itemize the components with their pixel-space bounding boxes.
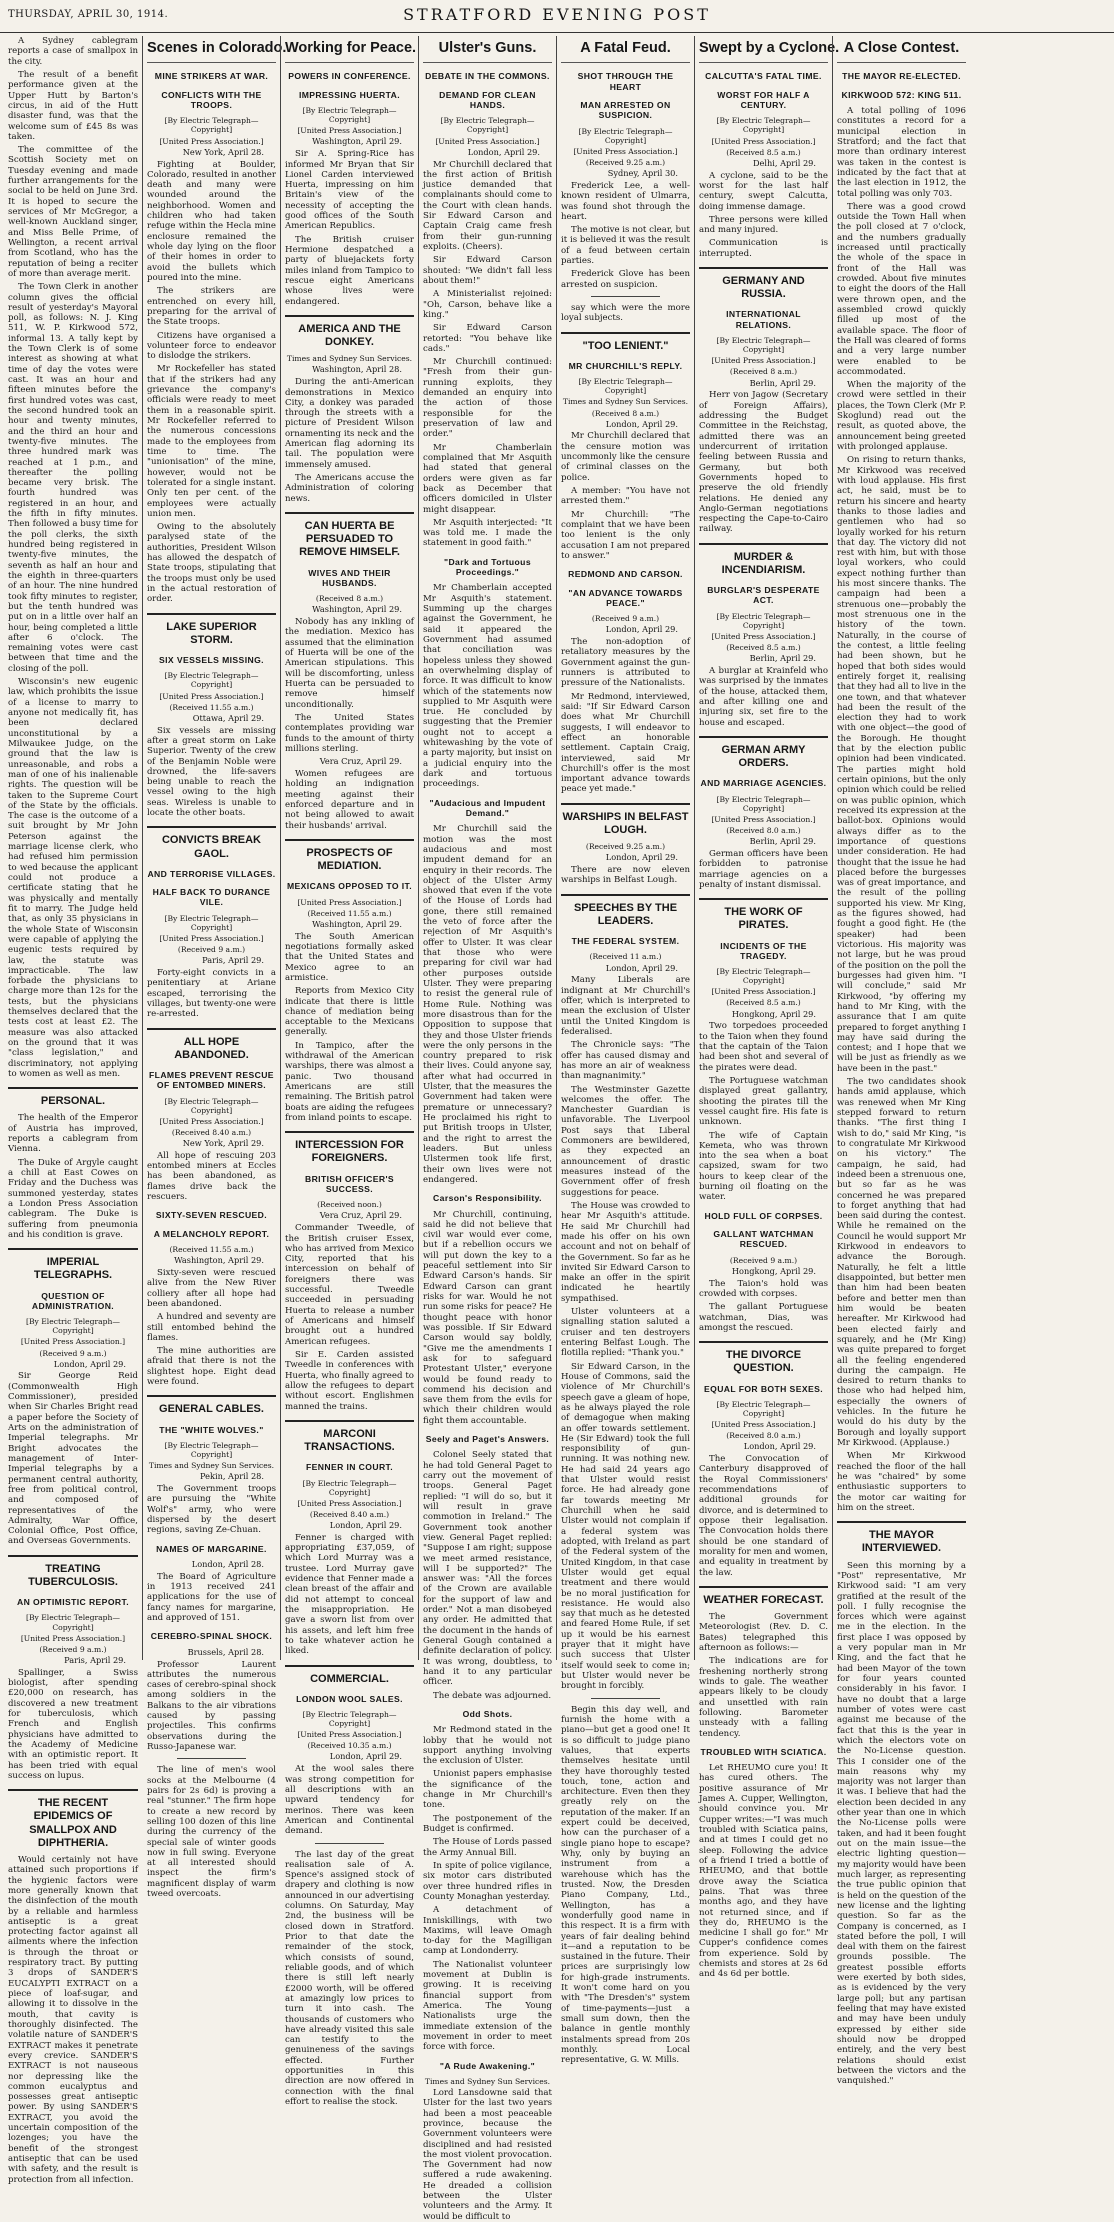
dateline: London, April 29. xyxy=(329,1751,402,1762)
wire-credit: [By Electric Telegraph—Copyright] xyxy=(26,1613,120,1632)
section-heading: TREATING TUBERCULOSIS. xyxy=(8,1555,138,1589)
paragraph: The health of the Emperor of Austria has improved, reports a cablegram from Vienna. xyxy=(8,1113,138,1155)
wire-credit: [United Press Association.] xyxy=(159,1116,264,1126)
paragraph: Frederick Lee, a well-known resident of Ulmarra, was found shot through the heart. xyxy=(561,180,690,222)
paragraph: The indications are for freshening northerly strong winds to gale. The weather appears likely to be cloudy and unsettled with rain following. Barometer unsteady with a falling tendency. xyxy=(699,1656,828,1739)
section-heading: COMMERCIAL. xyxy=(285,1665,414,1686)
wire-credit: [United Press Association.] xyxy=(435,136,540,146)
wire-credit: (Received 9 a.m.) xyxy=(591,614,660,624)
wire-credit: [United Press Association.] xyxy=(159,136,264,146)
column-5 xyxy=(556,36,694,2066)
dateline: London, April 29. xyxy=(53,1358,126,1369)
paragraph: Owing to the absolutely paralysed state of the authorities, President Wilson has allowed the despatch of State troops, stipulating that the troops must only be used in the actual restoration of order. xyxy=(147,522,276,605)
wire-credit: (Received 11 a.m.) xyxy=(589,952,662,962)
paragraph: The Government troops are pursuing the "White Wolf's" army, who were dispersed by the desert regions, saving Ze-Chuan. xyxy=(147,1484,276,1536)
divider-rule xyxy=(177,1758,246,1759)
paragraph: German officers have been forbidden to patronise marriage agencies on a penalty of instant dismissal. xyxy=(699,848,828,890)
dateline: Paris, April 29. xyxy=(202,955,264,966)
dateline: Washington, April 29. xyxy=(312,918,402,929)
paragraph: A hundred and seventy are still entombed behind the flames. xyxy=(147,1312,276,1343)
column-2 xyxy=(142,36,287,1900)
paragraph: The line of men's wool socks at the Melbourne (4 pairs for 2s 6d) is proving a real "stunner." The firm hope to create a new record by selling 100 dozen of this line during the currency of the special sale of winter goods now in full swing. Everyone at all interested should inspect the firm's magnificent display of warm tweed overcoats. xyxy=(147,1765,276,1900)
paragraph: There are now eleven warships in Belfast Lough. xyxy=(561,865,690,886)
paragraph: A burglar at Krainfeld who was surprised by the inmates of the house, attacked them, and after killing one and injuring six, set fire to the house and escaped. xyxy=(699,666,828,728)
paragraph: A cyclone, said to be the worst for the last half century, swept Calcutta, doing immense damage. xyxy=(699,170,828,212)
dateline: London, April 29. xyxy=(605,418,678,429)
subheading: THE "WHITE WOLVES." xyxy=(159,1424,264,1435)
subheading: SIXTY-SEVEN RESCUED. xyxy=(155,1210,268,1221)
paragraph: Mr Redmond, interviewed, said: "If Sir Edward Carson does what Mr Churchill suggests, I will endeavor to effect an honorable settlement. Captain Craig, interviewed, said Mr Churchill's offer is the most important advance towards peace yet made." xyxy=(561,691,690,795)
paragraph: Many Liberals are indignant at Mr Churchill's offer, which is interpreted to mean the exclusion of Ulster until the United Kingdom is federalised. xyxy=(561,975,690,1037)
paragraph: During the anti-American demonstrations in Mexico City, a donkey was paraded through the streets with a picture of President Wilson ornamenting its neck and the American flag adorning its tail. The population were immensely amused. xyxy=(285,377,414,470)
wire-credit: [By Electric Telegraph—Copyright] xyxy=(164,1096,259,1115)
paragraph: There was a good crowd outside the Town Hall when the poll closed at 7 o'clock, and the numbers gradually increased until practically the whole of the space in front of the Hall was crowded. About five minutes to eight the doors of the Hall were thrown open, and the assembled crowd quickly filled up most of the available space. The floor of the Hall was cleared of forms and a very large number were enabled to be accommodated. xyxy=(837,201,966,377)
dateline: Hongkong, April 29. xyxy=(731,1265,816,1276)
paragraph: Forty-eight convicts in a penitentiary at Ariane escaped, terrorising the villages, but twenty-one were re-arrested. xyxy=(147,968,276,1020)
paragraph: Let RHEUMO cure you! It has cured others. The positive assurance of Mr James A. Cupper, Wellington, should convince you. Mr Cupper writes:—"I was much troubled with Sciatica pains, and at times I could get no sleep. Following the advice of a friend I tried a bottle of RHEUMO, and that bottle drove away the Sciatica pains. That was three months ago, and they have not returned since, and if they do, RHEUMO is the medicine I shall go for." Mr Cupper's confidence comes from experience. Sold by chemists and stores at 2s 6d and 4s 6d per bottle. xyxy=(699,1763,828,1980)
wire-credit: [By Electric Telegraph—Copyright] xyxy=(26,1317,120,1336)
paragraph: The non-adoption of retaliatory measures by the Government against the gun-runners is attributed to pressure of the Nationalists. xyxy=(561,637,690,689)
subheading: INCIDENTS OF THE TRAGEDY. xyxy=(720,940,807,961)
dateline: Washington, April 28. xyxy=(312,364,402,375)
paragraph: Wisconsin's new eugenic law, which prohibits the issue of a license to marry to anyone not medically fit, has been declared unconstitutional by a Milwaukee Judge, on the ground that the law is unreasonable, and robs a man of one of his inalienable rights. The question will be taken to the Supreme Court of the State by the officials. The case is the outcome of a suit brought by Mr John Peterson against the marriage license clerk, who had refused him permission to wed because the applicant could not produce a certificate stating that he was physically and mentally fit to marry. The Judge held that, as only 35 physicians in the whole State of Wisconsin were capable of applying the eugenic tests required by law, the statute was impracticable. The law forbade the physicians to charge more than 12s for the tests, but the physicians themselves declared that the tests cost at least £2. The measure was also attacked on the ground that it was "class legislation," and discriminatory, not applying to women as well as men. xyxy=(8,677,138,1079)
paragraph: Mr Churchill said the motion was the most audacious and most impudent demand for an enquiry in their records. The object of the Ulster Army showed that even if the vote of the House of Lords had gone, there still remained the veto of force after the rejection of Mr Asquith's offer to Ulster. It was clear that those who were preparing for civil war had other purposes outside Ulster. They were preparing to resist the general rule of Home Rule. Nothing was more disastrous than for the Opposition to suppose that they and those Ulster friends were the only persons in the country prepared to risk their lives. Could anyone say, after what had occurred in Ulster, that the measures the Government had taken were premature or unnecessary? He proclaimed his right to put British troops in Ulster, and the right to arrest the leaders. But unless Ulstermen took life first, their own lives were not endangered. xyxy=(423,824,552,1185)
paragraph: Fighting at Boulder, Colorado, resulted in another death and many were wounded around the neighborhood. Women and children who had taken refuge within the Hecla mine enclosure remained the whole day lying on the floor of their homes in order to avoid the bullets which poured into the mine. xyxy=(147,159,276,283)
subheading: INTERNATIONAL RELATIONS. xyxy=(726,309,801,330)
paragraph: All hope of rescuing 203 entombed miners at Eccles has been abandoned, as flames drive back the rescuers. xyxy=(147,1150,276,1203)
paragraph: Six vessels are missing after a great storm on Lake Superior. Twenty of the crew of the Benjamin Noble were drowned, the life-savers being unable to reach the vessel owing to the high seas. Wireless is unable to locate the other boats. xyxy=(147,725,276,819)
wire-credit: [United Press Association.] xyxy=(20,1337,126,1347)
section-heading: WARSHIPS IN BELFAST LOUGH. xyxy=(561,803,690,837)
paragraph: The Westminster Gazette welcomes the offer. The Manchester Guardian is unfavorable. The Liverpool Post says that Liberal Commoners are bewildered, as they expected an announcement of drastic measures instead of the Government offer of fresh suggestions for peace. xyxy=(561,1084,690,1198)
paragraph: The Nationalist volunteer movement at Dublin is growing. It is receiving financial support from America. The Young Nationalists urge the immediate extension of the movement in order to meet force with force. xyxy=(423,1959,552,2053)
column-headline: Scenes in Colorado. xyxy=(147,36,276,63)
subheading: QUESTION OF ADMINISTRATION. xyxy=(31,1290,115,1311)
dateline: Berlin, April 29. xyxy=(749,653,816,664)
paragraph: Mr Churchill declared that the first action of British justice demanded that complainants should come to the Court with clean hands. Sir Edward Carson and Captain Craig came fresh from their gun-running exploits. (Cheers). xyxy=(423,159,552,252)
subheading: A MELANCHOLY REPORT. xyxy=(153,1228,270,1239)
wire-credit: [United Press Association.] xyxy=(711,1420,816,1430)
dateline: London, April 29. xyxy=(743,1441,816,1452)
paragraph: Seen this morning by a "Post" representative, Mr Kirkwood said: "I am very gratified at the result of the poll. I fully recognise the forces which were against me in the election. In the first place I was opposed by a very popular man in Mr King, and the fact that he had been Mayor of the town for four years counted considerably in his favor. I have no doubt that a large number of votes were cast against me because of the fact that this is the year in which the electors vote on the No-License question. This I consider one of the main reasons why my majority was not larger than it was. I believe that had the election been decided in any other year than one in which the No-License polls were taken, and had it been fought out on the main issue—the electric lighting question—my majority would have been much larger, as representing the true public opinion that is held on the question of the new license and the lighting question. So far as the Company is concerned, as I stated before the poll, I will deal with them on the fairest grounds possible. The greatest possible efforts were exerted by both sides, as is evidenced by the very large poll; but any partisan feeling that may have existed and may have been unduly expressed by either side should now be dropped entirely, and the very best relations should exist between the victors and the vanquished." xyxy=(837,1560,966,2087)
wire-credit: [By Electric Telegraph—Copyright] xyxy=(164,116,259,135)
issue-date: THURSDAY, APRIL 30, 1914. xyxy=(8,9,169,20)
paragraph: Mr Asquith interjected: "It was told me. I made the statement in good faith." xyxy=(423,517,552,549)
wire-credit: Times and Sydney Sun Services. xyxy=(148,1461,275,1471)
subheading: THE FEDERAL SYSTEM. xyxy=(571,936,680,947)
dateline: Hongkong, April 29. xyxy=(731,1008,816,1019)
paragraph: The Americans accuse the Administration of coloring news. xyxy=(285,473,414,504)
paragraph: A Ministerialist rejoined: "Oh, Carson, behave like a king." xyxy=(423,289,552,320)
dateline: Ottawa, April 29. xyxy=(192,712,264,723)
wire-credit: (Received 8.0 a.m.) xyxy=(726,1431,801,1441)
wire-credit: [By Electric Telegraph—Copyright] xyxy=(716,794,811,813)
subheading: CALCUTTA'S FATAL TIME. xyxy=(705,71,822,82)
wire-credit: [By Electric Telegraph—Copyright] xyxy=(716,116,811,135)
wire-credit: Times and Sydney Sun Services. xyxy=(562,397,689,407)
section-heading: THE DIVORCE QUESTION. xyxy=(699,1341,828,1375)
dateline: Delhi, April 29. xyxy=(752,157,816,168)
paragraph: The two candidates shook hands amid applause, which was renewed when Mr King stepped forward to return thanks. "The first thing I wish to do," said Mr King, "is to congratulate Mr Kirkwood on his victory." The campaign, he said, had indeed been a strenuous one, but so far as he was concerned he was prepared to forget anything that had been said during the contest. While he remained on the Council he would support Mr Kirkwood in endeavors to advance the Borough. Naturally, he felt a little disappointed, but better men than him had been beaten before and better men than him would be beaten hereafter. Mr Kirkwood had been elected fairly and squarely, and he (Mr King) was quite prepared to forget all the feeling engendered during the campaign. He desired to return thanks to those who had helped him, especially the owners of vehicles. In the future he would do his duty by the Borough and loyally support Mr Kirkwood. (Applause.) xyxy=(837,1077,966,1449)
divider-rule xyxy=(591,296,660,297)
paragraph: Sir E. Carden assisted Tweedle in conferences with Huerta, who finally agreed to allow the refugees to depart without escort. Englishmen manned the trains. xyxy=(285,1349,414,1412)
wire-credit: [United Press Association.] xyxy=(711,987,816,997)
subheading: EQUAL FOR BOTH SEXES. xyxy=(703,1383,824,1394)
wire-credit: [United Press Association.] xyxy=(711,814,816,824)
wire-credit: [United Press Association.] xyxy=(297,1730,402,1740)
section-heading: AMERICA AND THE DONKEY. xyxy=(285,315,414,349)
section-heading: IMPERIAL TELEGRAPHS. xyxy=(8,1248,138,1282)
dateline: Vera Cruz, April 29. xyxy=(319,756,402,767)
subheading: REDMOND AND CARSON. xyxy=(568,569,683,580)
subheading: AN OPTIMISTIC REPORT. xyxy=(16,1597,129,1608)
dateline: Sydney, April 30. xyxy=(607,168,678,179)
dateline: Brussels, April 28. xyxy=(187,1646,264,1657)
paragraph: In spite of police vigilance, six motor cars distributed over three hundred rifles in County Monaghan yesterday. xyxy=(423,1860,552,1902)
subheading: "Audacious and Impudent Demand." xyxy=(429,797,546,818)
wire-credit: (Received noon.) xyxy=(317,1200,382,1210)
subheading: FLAMES PREVENT RESCUE OF ENTOMBED MINERS. xyxy=(149,1069,274,1091)
section-heading: INTERCESSION FOR FOREIGNERS. xyxy=(285,1131,414,1165)
paragraph: Women refugees are holding an indignation meeting against their enforced departure and in not being allowed to await their husbands' arrival. xyxy=(285,769,414,831)
column-headline: A Fatal Feud. xyxy=(561,36,690,63)
dateline: Berlin, April 29. xyxy=(749,836,816,847)
paragraph: When Mr Kirkwood reached the floor of the hall he was "chaired" by some enthusiastic supporters to the motor car waiting for him on the street. xyxy=(837,1451,966,1513)
dateline: Washington, April 29. xyxy=(312,136,402,147)
wire-credit: (Received 11.55 a.m.) xyxy=(169,702,254,712)
wire-credit: [By Electric Telegraph—Copyright] xyxy=(302,1478,397,1497)
wire-credit: [By Electric Telegraph—Copyright] xyxy=(164,913,259,932)
paragraph: Mr Redmond stated in the lobby that he would not support anything involving the exclusion of Ulster. xyxy=(423,1725,552,1767)
paragraph: Commander Tweedle, of the British cruiser Essex, who has arrived from Mexico City, reported that his intercession on behalf of foreigners there was successful. Tweedle succeeded in persuading Huerta to release a number of Americans and himself brought out a hundred American refugees. xyxy=(285,1223,414,1347)
wire-credit: (Received 10.35 a.m.) xyxy=(307,1741,392,1751)
paragraph: The committee of the Scottish Society met on Tuesday evening and made further arrangements for the social to be held on June 3rd. It is hoped to secure the services of Mr McGregor, a well-known Auckland singer, and Miss Belle Prime, of Wellington, a recent arrival from Scotland, who has the reputation of being a reciter of more than average merit. xyxy=(8,145,138,279)
dateline: Washington, April 29. xyxy=(312,604,402,615)
paragraph: A member: "You have not arrested them." xyxy=(561,486,690,507)
section-heading: GERMAN ARMY ORDERS. xyxy=(699,736,828,770)
wire-credit: (Received 9 a.m.) xyxy=(729,1255,798,1265)
paragraph: On rising to return thanks, Mr Kirkwood was received with loud applause. His first act, he said, must be to return his sincere and hearty thanks to those ladies and gentlemen who had so loyally worked for his return that day. The victory did not rest with him, but with those loyal workers, who could expect nothing further than his most sincere thanks. The campaign had been a strenuous one—probably the most strenuous one in the history of the town. Naturally, in the course of the contest, a little feeling had been shown, but he hoped that both sides would entirely forget it, realising that they had all to live in the one town, and that whatever had been the result of the election they had to work with one object—the good of the Borough. He thought that by the election public opinion had been vindicated. The parties might hold certain opinions, but the only opinion which could be relied on was public opinion, which received its expression at the ballot-box. Opinions would always differ as to the importance of questions under consideration. He had thought that the issue he had placed before the burgesses was of great importance, and the result of the polling supported his view. Mr King, as the figures showed, had fought a good fight. He (the speaker) had been victorious. His majority was not large, but he was proud of the position on the poll the burgesses had given him. "I will conclude," said Mr Kirkwood, "by offering my hand to Mr King, with the assurance that I am quite prepared to forget anything I may have said during the contest; and I hope that we will be just as friendly as we have been in the past." xyxy=(837,455,966,1074)
wire-credit: (Received 8.40 a.m.) xyxy=(309,1509,390,1519)
wire-credit: [By Electric Telegraph—Copyright] xyxy=(578,126,673,145)
paragraph: Sir Edward Carson retorted: "You behave like cads." xyxy=(423,323,552,354)
paragraph: Mr Chamberlain accepted Mr Asquith's statement. Summing up the charges against the Government, he said it appeared the Government had assumed that conciliation was hopeless unless they showed an overwhelming display of force. It was difficult to know which of the statements now supplied to Mr Asquith were true. He concluded by suggesting that the Premier ought not to accept a whitewashing by the vote of a party majority, but insist on a judicial enquiry into the dark and tortuous proceedings. xyxy=(423,583,552,790)
dateline: New York, April 29. xyxy=(182,1138,264,1148)
wire-credit: (Received 8.5 a.m.) xyxy=(726,998,801,1008)
section-heading: GENERAL CABLES. xyxy=(147,1395,276,1416)
paragraph: Sir Edward Carson shouted: "We didn't fall less about them!" xyxy=(423,255,552,286)
subheading: MINE STRIKERS AT WAR. xyxy=(154,71,269,82)
section-heading: ALL HOPE ABANDONED. xyxy=(147,1028,276,1062)
wire-credit: [By Electric Telegraph—Copyright] xyxy=(164,671,259,690)
paragraph: The United States contemplates providing war funds to the amount of thirty millions sterling. xyxy=(285,712,414,754)
paragraph: Professor Laurent attributes the numerous cases of cerebro-spinal shock among soldiers in the Balkans to the air vibrations caused by passing projectiles. This confirms observations during the Russo-Japanese war. xyxy=(147,1659,276,1753)
wire-credit: (Received 8.5 a.m.) xyxy=(726,147,801,157)
paragraph: The result of a benefit performance given at the Upper Hutt by Barton's circus, in aid of the Hutt disaster fund, was that the welcome sum of £45 8s was taken. xyxy=(8,69,138,142)
section-heading: "TOO LENIENT." xyxy=(561,332,690,353)
paragraph: When the majority of the crowd were settled in their places, the Town Clerk (Mr P. Skoglund) read out the result, as quoted above, the announcement being greeted with prolonged applause. xyxy=(837,380,966,453)
wire-credit: (Received 8 a.m.) xyxy=(729,367,798,377)
subheading: CONFLICTS WITH THE TROOPS. xyxy=(161,89,262,111)
wire-credit: (Received 9 a.m.) xyxy=(39,1644,107,1654)
subheading: FENNER IN COURT. xyxy=(305,1462,394,1473)
paragraph: The Convocation of Canterbury disapproved of the Royal Commissioners' recommendations of additional grounds for divorce, and is determined to oppose their legalisation. The Convocation holds there should be one standard of morality for men and women, and equality in treatment by the law. xyxy=(699,1454,828,1578)
dateline: Vera Cruz, April 29. xyxy=(319,1210,402,1221)
paragraph: Reports from Mexico City indicate that there is little chance of mediation being acceptable to the Mexicans generally. xyxy=(285,986,414,1038)
paragraph: Unionist papers emphasise the significance of the change in Mr Churchill's tone. xyxy=(423,1769,552,1811)
wire-credit: [By Electric Telegraph—Copyright] xyxy=(164,1440,259,1460)
wire-credit: [United Press Association.] xyxy=(711,631,816,641)
wire-credit: [By Electric Telegraph—Copyright] xyxy=(716,611,811,630)
divider-rule xyxy=(591,1698,660,1699)
wire-credit: [United Press Association.] xyxy=(297,126,402,136)
subheading: BRITISH OFFICER'S SUCCESS. xyxy=(304,1173,395,1194)
paragraph: In Tampico, after the withdrawal of the American warships, there was almost a panic. Two thousand Americans are still remaining. The British patrol boats are aiding the refugees from inland points to escape. xyxy=(285,1040,414,1123)
wire-credit: [United Press Association.] xyxy=(297,897,402,907)
wire-credit: (Received 9 a.m.) xyxy=(177,945,246,955)
subheading: KIRKWOOD 572: KING 511. xyxy=(841,89,962,100)
subheading: MAN ARRESTED ON SUSPICION. xyxy=(580,100,671,121)
paragraph: Mr Churchill, continuing, said he did not believe that civil war would ever come, but if a rebellion occurs we will put down the key to a peaceful settlement into Sir Edward Carson's hands. Sir Edward Carson can grant risks for war. Would he not run some risks for peace? He thought peace with honor was possible. If Sir Edward Carson would say boldly, "Give me the amendments I ask for to safeguard Protestant Ulster," everyone would be found ready to commend his decision and save them from the evils for which their children would fight them accountable. xyxy=(423,1209,552,1426)
paragraph: Begin this day well, and furnish the home with a piano—but get a good one! It is so difficult to judge piano values, that experts themselves hesitate until they have thoroughly tested touch, tone, action and architecture. Even then they greatly rely on the reputation of the maker. If an expert could be deceived, how can the purchaser of a single piano hope to escape? Why, only by buying an instrument from a warehouse which has the trusted. Now, the Dresden Piano Company, Ltd., Wellington, has a wonderfully good name in this respect. It is a firm with years of fair dealing behind it—and a reputation to be sustained in the future. Their prices are surprisingly low for high-grade instruments. It won't come hard on you with "The Dresden's" system of time-payments—just a small sum down, then the balance in gentle monthly instalments spread from 20s monthly. Local representative, G. W. Mills. xyxy=(561,1704,690,2066)
subheading: BURGLAR'S DESPERATE ACT. xyxy=(707,585,820,606)
paragraph: Mr Chamberlain complained that Mr Asquith had stated that general orders were given as far back as December that officers domiciled in Ulster might disappear. xyxy=(423,442,552,515)
wire-credit: [By Electric Telegraph—Copyright] xyxy=(302,106,397,125)
wire-credit: (Received 9.25 a.m.) xyxy=(585,842,666,852)
subheading: NAMES OF MARGARINE. xyxy=(156,1543,267,1554)
wire-credit: [By Electric Telegraph—Copyright] xyxy=(302,1710,397,1729)
subheading: "AN ADVANCE TOWARDS PEACE." xyxy=(568,587,683,608)
dateline: Pekin, April 28. xyxy=(200,1471,264,1482)
dateline: Paris, April 29. xyxy=(64,1654,126,1665)
wire-credit: (Received 9 a.m.) xyxy=(39,1348,107,1358)
wire-credit: [By Electric Telegraph—Copyright] xyxy=(716,967,811,986)
paragraph: The motive is not clear, but it is believed it was the result of a feud between certain parties. xyxy=(561,225,690,267)
wire-credit: [United Press Association.] xyxy=(297,1498,402,1508)
masthead xyxy=(0,0,1114,33)
paragraph: Sir George Reid (Commonwealth High Commissioner), presided when Sir Charles Bright read a paper before the Society of Arts on the administration of Imperial telegraphs. Mr Bright advocates the management of Inter-Imperial telegraphs by a permanent central authority, free from political control, and composed of representatives of the Admiralty, War Office, Colonial Office, Post Office, and Overseas Governments. xyxy=(8,1371,138,1547)
paragraph: The strikers are entrenched on every hill, preparing for the arrival of the State troops. xyxy=(147,286,276,328)
subheading: DEBATE IN THE COMMONS. xyxy=(425,71,550,82)
paragraph: The last day of the great realisation sale of A. Spence's assigned stock of drapery and clothing is now announced in our advertising columns. On Saturday, May 2nd, the business will be closed down in Stratford. Prior to that date the remainder of the stock, which consists of sound, reliable goods, and of which there is still left nearly £2000 worth, will be offered at amazingly low prices to turn it into cash. The thousands of customers who have already visited this sale can testify to the genuineness of the savings effected. Further opportunities in this direction are now offered in connection with the final effort to realise the stock. xyxy=(285,1849,414,2108)
columns xyxy=(4,36,1110,2222)
paragraph: say which were the more loyal subjects. xyxy=(561,303,690,324)
paragraph: Nobody has any inkling of the mediation. Mexico has assumed that the elimination of Huerta will be one of the American stipulations. This will be discomforting, unless Huerta can be persuaded to remove himself unconditionally. xyxy=(285,617,414,710)
section-heading: THE MAYOR INTERVIEWED. xyxy=(837,1521,966,1555)
paragraph: The Government Meteorologist (Rev. D. C. Bates) telegraphed this afternoon as follows:— xyxy=(699,1612,828,1654)
subheading: HALF BACK TO DURANCE VILE. xyxy=(152,887,271,908)
newspaper-title: STRATFORD EVENING POST xyxy=(403,5,711,24)
subheading: "Dark and Tortuous Proceedings." xyxy=(443,556,532,578)
subheading: Seely and Paget's Answers. xyxy=(425,1434,550,1445)
dateline: London, April 29. xyxy=(605,624,678,635)
wire-credit: [By Electric Telegraph—Copyright] xyxy=(440,116,535,135)
column-6 xyxy=(694,36,840,1980)
paragraph: The debate was adjourned. xyxy=(433,1690,552,1701)
wire-credit: [United Press Association.] xyxy=(159,691,264,701)
dateline: Berlin, April 29. xyxy=(749,377,816,388)
paragraph: The House of Lords passed the Army Annual Bill. xyxy=(423,1837,552,1858)
column-4 xyxy=(418,36,556,2222)
column-headline: Working for Peace. xyxy=(285,36,414,63)
paragraph: The Portuguese watchman displayed great gallantry, shooting the pirates till the vessel caught fire. His fate is unknown. xyxy=(699,1075,828,1128)
section-heading: WEATHER FORECAST. xyxy=(699,1586,828,1607)
wire-credit: Times and Sydney Sun Services. xyxy=(424,2076,551,2086)
paragraph: The gallant Portuguese watchman, Dias, was amongst the rescued. xyxy=(699,1302,828,1333)
paragraph: Would certainly not have attained such proportions if the hygienic factors were more generally known that the disinfection of the mouth by a reliable and harmless antiseptic is a great protecting factor against all ailments where the infection is through the throat or respiratory tract. By putting 3 drops of SANDER'S EUCALYPTI EXTRACT on a piece of loaf-sugar, and allowing it to dissolve in the mouth, that cavity is thoroughly disinfected. The volatile nature of SANDER'S EXTRACT makes it penetrate every crevice. SANDER'S EXTRACT is not nauseous nor depressing like the common eucalyptus and possesses great antiseptic power. By using SANDER'S EXTRACT, you avoid the uncertain composition of the lozenges; you have the benefit of the strongest antiseptic that can be used with safety, and the result is protection from all infection. xyxy=(8,1854,138,2185)
wire-credit: [By Electric Telegraph—Copyright] xyxy=(716,1399,811,1418)
wire-credit: (Received 8.5 a.m.) xyxy=(726,643,801,653)
subheading: GALLANT WATCHMAN RESCUED. xyxy=(713,1229,814,1250)
subheading: "A Rude Awakening." xyxy=(439,2060,536,2071)
wire-credit: Times and Sydney Sun Services. xyxy=(286,354,413,364)
paragraph: The wife of Captain Kemeta, who was thrown into the sea when a boat capsized, swam for two hours to keep clear of the burning oil floating on the water. xyxy=(699,1130,828,1203)
column-7 xyxy=(832,36,970,2087)
dateline: London, April 28. xyxy=(191,1558,264,1569)
subheading: WIVES AND THEIR HUSBANDS. xyxy=(308,567,391,588)
paragraph: The Board of Agriculture in 1913 received 241 applications for the use of fancy names for margarine, and approved of 151. xyxy=(147,1571,276,1624)
dateline: London, April 29. xyxy=(467,146,540,157)
paragraph: At the wool sales there was strong competition for all descriptions with an upward tendency for merinos. There was keen American and Continental demand. xyxy=(285,1764,414,1837)
paragraph: Colonel Seely stated that he had told General Paget to carry out the movement of troops. General Paget replied: "I will do so, but it will result in grave commotion in Ireland." The Government took another view. General Paget replied: "Suppose I am right; suppose we meet armed resistance, will I be supported?" The answer was: "All the forces of the Crown are available for the support of law and order." Not a man disobeyed any order. He admitted that the document in the hands of General Gough contained a definite declaration of policy. It was wrong, doubtless, to hand it to any particular officer. xyxy=(423,1450,552,1688)
dateline: Washington, April 29. xyxy=(174,1255,264,1266)
section-heading: PROSPECTS OF MEDIATION. xyxy=(285,839,414,873)
wire-credit: (Received 8 a.m.) xyxy=(315,594,384,604)
paragraph: Sixty-seven were rescued alive from the New River colliery after all hope had been abandoned. xyxy=(147,1267,276,1309)
subheading: AND TERRORISE VILLAGES. xyxy=(147,868,276,879)
subheading: IMPRESSING HUERTA. xyxy=(298,89,401,100)
paragraph: The Duke of Argyle caught a chill at East Cowes on Friday and the Duchess was summoned yesterday, states a London Press Association cablegram. The Duke is suffering from pneumonia and his condition is grave. xyxy=(8,1157,138,1240)
wire-credit: [United Press Association.] xyxy=(711,356,816,366)
divider-rule xyxy=(315,1843,384,1844)
paragraph: A total polling of 1096 constitutes a record for a municipal election in Stratford; and the fact that more than ordinary interest was taken in the contest is indicated by the fact that at the last election in 1912, the total polling was only 703. xyxy=(837,106,966,199)
paragraph: Fenner is charged with appropriating £37,059, of which Lord Murray was a trustee. Lord Murray gave evidence that Fenner made a clean breast of the affair and did not attempt to conceal the misappropriation. He gave a sworn list from over his assets, and left him free to take whatever action he liked. xyxy=(285,1532,414,1657)
paragraph: The Town Clerk in another column gives the official result of yesterday's Mayoral poll, as follows: N. J. King 511, W. P. Kirkwood 572, informal 13. A tally kept by the Town Clerk is of some interest as showing at what time of day the votes were cast. It was an hour and fifteen minutes before the first hundred votes was cast, the second hundred took an hour and twenty minutes, and the third an hour and twenty-five minutes. The three hundred mark was reached at 1 p.m., and thereafter the polling became very brisk. The fourth hundred was registered in an hour, and the fifth in fifty minutes. Then followed a busy time for the poll clerks, the sixth hundred being registered in twenty-five minutes, the seventh as half an hour and the eighth in three-quarters of an hour. The nine hundred took fifty minutes to register, but the tenth hundred was put on in a little over half an hour, being completed a little after 6 o'clock. The remaining votes were cast between that time and the closing of the poll. xyxy=(8,282,138,674)
paragraph: The British cruiser Hermione despatched a party of bluejackets forty miles inland from Tampico to rescue eight Americans whose lives were endangered. xyxy=(285,234,414,307)
wire-credit: [United Press Association.] xyxy=(20,1633,126,1643)
section-heading: CAN HUERTA BE PERSUADED TO REMOVE HIMSELF. xyxy=(285,512,414,560)
paragraph: A Sydney cablegram reports a case of smallpox in the city. xyxy=(8,36,138,67)
paragraph: Mr Churchill: "The complaint that we have been too lenient is the only accusation I am not prepared to answer." xyxy=(561,509,690,561)
paragraph: The postponement of the Budget is confirmed. xyxy=(423,1813,552,1834)
section-heading: THE WORK OF PIRATES. xyxy=(699,898,828,932)
column-headline: Swept by a Cyclone. xyxy=(699,36,828,63)
subheading: HOLD FULL OF CORPSES. xyxy=(704,1210,823,1221)
paragraph: Ulster volunteers at a signalling station saluted a cruiser and ten destroyers entering Belfast Lough. The flotilla replied: "Thank you." xyxy=(561,1307,690,1359)
dateline: London, April 29. xyxy=(329,1519,402,1530)
paragraph: Mr Churchill continued: "Fresh from their gun-running exploits, they demanded an enquiry into the action of those responsible for the preservation of law and order." xyxy=(423,357,552,440)
wire-credit: (Received 8 a.m.) xyxy=(591,408,660,418)
paragraph: The South American negotiations formally asked that the United States and Mexico agree to an armistice. xyxy=(285,931,414,983)
wire-credit: (Received 8.40 a.m.) xyxy=(171,1127,252,1137)
wire-credit: [By Electric Telegraph—Copyright] xyxy=(578,377,673,396)
paragraph: Two torpedoes proceeded to the Taion when they found that the captain of the Taion had been shot and several of the pirates were dead. xyxy=(699,1021,828,1073)
column-3 xyxy=(280,36,418,2108)
paragraph: Three persons were killed and many injured. xyxy=(699,214,828,236)
wire-credit: [United Press Association.] xyxy=(711,136,816,146)
dateline: London, April 29. xyxy=(605,962,678,973)
wire-credit: [United Press Association.] xyxy=(573,146,678,156)
paragraph: Citizens have organised a volunteer force to endeavor to dislodge the strikers. xyxy=(147,330,276,362)
section-heading: MARCONI TRANSACTIONS. xyxy=(285,1420,414,1454)
wire-credit: (Received 11.55 a.m.) xyxy=(307,908,392,918)
paragraph: Frederick Glove has been arrested on suspicion. xyxy=(561,269,690,290)
subheading: WORST FOR HALF A CENTURY. xyxy=(717,89,810,111)
section-heading: THE RECENT EPIDEMICS OF SMALLPOX AND DIPHTHERIA. xyxy=(8,1789,138,1850)
section-heading: SPEECHES BY THE LEADERS. xyxy=(561,894,690,928)
paragraph: Sir A. Spring-Rice has informed Mr Bryan that Sir Lionel Carden interviewed Huerta, impressing on him Britain's view of the necessity of accepting the good offices of the South American Republics. xyxy=(285,149,414,232)
paragraph: Herr von Jagow (Secretary of Foreign Affairs), addressing the Budget Committee in the Reichstag, admitted there was an undercurrent of irritation feeling between Russia and Germany, but both Governments hoped to preserve the old friendly relations. He denied any Anglo-German negotiations respecting the Cape-to-Cairo railway. xyxy=(699,390,828,535)
paragraph: Lord Lansdowne said that Ulster for the last two years had been a most peaceable province, because the Government volunteers were disciplined and had resisted the most violent provocation. The Government had now suffered a rude awakening. He dreaded a collision between the Ulster volunteers and the Army. It would be difficult to xyxy=(423,2087,552,2222)
wire-credit: [United Press Association.] xyxy=(159,933,264,943)
dateline: New York, April 28. xyxy=(182,146,264,157)
paragraph: A detachment of Inniskillings, with two Maxims, will leave Omagh to-day for the Magilligan camp at Londonderry. xyxy=(423,1905,552,1957)
paragraph: Communication is interrupted. xyxy=(699,238,828,259)
paragraph: The House was crowded to hear Mr Asquith's attitude. He said Mr Churchill had made his offer on his own account and not on behalf of the Government. So far as he invited Sir Edward Carson to make an offer in the spirit indicated he heartily sympathised. xyxy=(561,1200,690,1304)
subheading: SIX VESSELS MISSING. xyxy=(159,655,264,665)
subheading: THE MAYOR RE-ELECTED. xyxy=(842,71,961,82)
wire-credit: (Received 8.0 a.m.) xyxy=(726,825,801,835)
wire-credit: [By Electric Telegraph—Copyright] xyxy=(716,336,811,355)
subheading: LONDON WOOL SALES. xyxy=(296,1693,403,1704)
paragraph: The mine authorities are afraid that there is not the slightest hope. Eight dead were found. xyxy=(147,1346,276,1388)
paragraph: The Taion's hold was crowded with corpses. xyxy=(699,1278,828,1299)
subheading: MEXICANS OPPOSED TO IT. xyxy=(286,881,413,892)
section-heading: PERSONAL. xyxy=(8,1087,138,1108)
subheading: AND MARRIAGE AGENCIES. xyxy=(700,778,827,789)
paragraph: Mr Churchill declared that the censure motion was uncommonly like the censure of criminal classes on the police. xyxy=(561,431,690,483)
column-headline: Ulster's Guns. xyxy=(423,36,552,63)
subheading: POWERS IN CONFERENCE. xyxy=(288,71,411,82)
dateline: London, April 29. xyxy=(605,852,678,863)
section-heading: MURDER & INCENDIARISM. xyxy=(699,543,828,577)
paragraph: Spallinger, a Swiss biologist, after spending £20,000 on research, has discovered a new treatment for tuberculosis, which French and English physicians have admitted to the Academy of Medicine with an optimistic report. It has been tried with equal success on lupus. xyxy=(8,1667,138,1781)
section-heading: LAKE SUPERIOR STORM. xyxy=(147,613,276,647)
paragraph: Sir Edward Carson, in the House of Commons, said the violence of Mr Churchill's speech gave a gleam of hope, as he always played the role of demagogue when making an offer towards settlement. He (Sir Edward) took the full responsibility of gun-running. It was nothing new. He had said 24 years ago that Ulster would resist force. He had already gone far towards meeting Mr Churchill when he said Ulster would not complain if a federal system was adopted, with Ireland as part of the Federal system of the United Kingdom, in that case Ulster would get equal treatment and there would be no moral justification for resistance. He would also say that much as he detested and feared Home Rule, if set up it would be his earnest prayer that it might have such success that Ulster itself would seek to come in; but Ulster would never be brought in forcibly. xyxy=(561,1361,690,1692)
subheading: TROUBLED WITH SCIATICA. xyxy=(700,1746,827,1757)
column-headline: A Close Contest. xyxy=(837,36,966,63)
section-heading: GERMANY AND RUSSIA. xyxy=(699,267,828,301)
subheading: DEMAND FOR CLEAN HANDS. xyxy=(439,89,536,111)
subheading: SHOT THROUGH THE HEART xyxy=(577,71,674,92)
wire-credit: (Received 9.25 a.m.) xyxy=(585,157,666,167)
subheading: MR CHURCHILL'S REPLY. xyxy=(568,360,683,371)
paragraph: The Chronicle says: "The offer has caused dismay and has more an air of weakness than magnanimity." xyxy=(561,1040,690,1082)
subheading: Odd Shots. xyxy=(462,1708,513,1719)
paragraph: Mr Rockefeller has stated that if the strikers had any grievance the company's officials were ready to meet them in a reasonable spirit. Mr Rockefeller referred to the numerous concessions made to the employees from time to time. The "unionisation" of the mine, however, would not be tolerated for a single instant. Only ten per cent. of the employees were actually union men. xyxy=(147,364,276,519)
subheading: Carson's Responsibility. xyxy=(433,1193,542,1204)
section-heading: CONVICTS BREAK GAOL. xyxy=(147,826,276,860)
subheading: CEREBRO-SPINAL SHOCK. xyxy=(150,1631,273,1642)
wire-credit: (Received 11.55 a.m.) xyxy=(169,1245,254,1255)
column-1 xyxy=(4,36,142,2185)
